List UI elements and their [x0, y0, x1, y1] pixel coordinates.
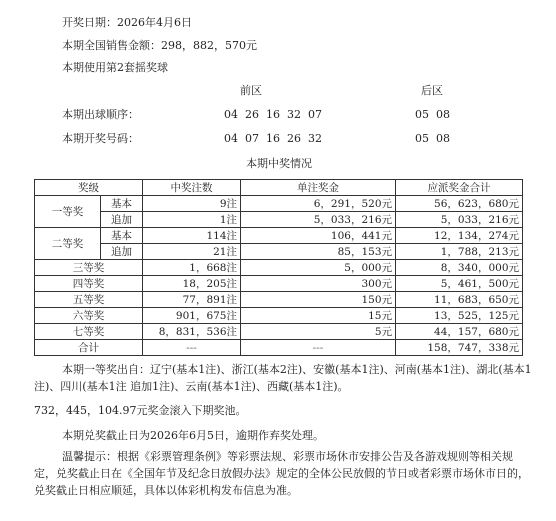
prize-cell: 85，153元 [241, 244, 396, 260]
prize-cell: 5，000元 [241, 260, 396, 276]
sub-level-cell: 追加 [101, 212, 143, 228]
table-row [35, 212, 523, 228]
level-cell: 六等奖 [35, 308, 143, 324]
count-cell: 9注 [143, 196, 241, 212]
table-row [35, 276, 523, 292]
count-cell: 1，668注 [143, 260, 241, 276]
table-row [35, 244, 523, 260]
claim-deadline: 本期兑奖截止日为2026年6月5日，逾期作弃奖处理。 [62, 429, 324, 442]
winning-number-back: 05 08 [415, 132, 450, 145]
ball-set: 本期使用第2套摇奖球 [62, 61, 168, 74]
table-row [35, 292, 523, 308]
total-cell: 56，623，680元 [396, 196, 523, 212]
header-count: 中奖注数 [143, 180, 241, 196]
front-zone-label: 前区 [240, 84, 262, 97]
first-prize-regions: 本期一等奖出自：辽宁(基本1注)、浙江(基本2注)、安徽(基本1注)、河南(基本1注)、湖北(基本1注)、四川(基本1注 追加1注)、云南(基本1注)、西藏(基本1注)。 [34, 363, 532, 393]
table-header-row [35, 180, 523, 196]
total-cell: 5，461，500元 [396, 276, 523, 292]
table-row [35, 228, 523, 244]
level-cell: 四等奖 [35, 276, 143, 292]
level-cell: 五等奖 [35, 292, 143, 308]
total-cell: 8，340，000元 [396, 260, 523, 276]
count-cell: 8，831，536注 [143, 324, 241, 340]
draw-order-back: 05 08 [415, 108, 450, 121]
section-title: 本期中奖情况 [246, 157, 312, 170]
total-cell: 11，683，650元 [396, 292, 523, 308]
count-cell: 114注 [143, 228, 241, 244]
draw-date: 开奖日期：2026年4月6日 [62, 16, 192, 29]
prize-cell: 6，291，520元 [241, 196, 396, 212]
total-cell: 5，033，216元 [396, 212, 523, 228]
jackpot-rollover: 732，445，104.97元奖金滚入下期奖池。 [34, 404, 247, 417]
total-cell: 44，157，680元 [396, 324, 523, 340]
total-label-cell: 合计 [35, 340, 143, 356]
reminder-note: 温馨提示：根据《彩票管理条例》等彩票法规、彩票市场休市安排公告及各游戏规则等相关规定，兑奖截止日在《全国年节及纪念日放假办法》规定的全体公民放假的节日或者彩票市场休市日的，兑奖截止日相应顺延，具体以体彩机构发布信息为准。 [34, 450, 529, 497]
total-count-cell: --- [143, 340, 241, 356]
grand-total-cell: 158，747，338元 [396, 340, 523, 356]
level-cell: 三等奖 [35, 260, 143, 276]
total-prize-cell: --- [241, 340, 396, 356]
level-cell: 二等奖 [35, 228, 101, 260]
winning-number-front: 04 07 16 26 32 [224, 132, 322, 145]
prize-cell: 300元 [241, 276, 396, 292]
table-row [35, 324, 523, 340]
count-cell: 1注 [143, 212, 241, 228]
total-cell: 12，134，274元 [396, 228, 523, 244]
count-cell: 901，675注 [143, 308, 241, 324]
count-cell: 18，205注 [143, 276, 241, 292]
prize-table [34, 179, 523, 356]
draw-order-label: 本期出球顺序： [62, 108, 139, 121]
table-row [35, 308, 523, 324]
total-cell: 13，525，125元 [396, 308, 523, 324]
total-cell: 1，788，213元 [396, 244, 523, 260]
total-row [35, 340, 523, 356]
sub-level-cell: 追加 [101, 244, 143, 260]
prize-cell: 150元 [241, 292, 396, 308]
winning-number-label: 本期开奖号码： [62, 132, 139, 145]
level-cell: 七等奖 [35, 324, 143, 340]
header-total: 应派奖金合计 [396, 180, 523, 196]
prize-cell: 15元 [241, 308, 396, 324]
prize-cell: 106，441元 [241, 228, 396, 244]
back-zone-label: 后区 [421, 84, 443, 97]
table-row [35, 196, 523, 212]
count-cell: 21注 [143, 244, 241, 260]
draw-order-front: 04 26 16 32 07 [224, 108, 322, 121]
national-sales: 本期全国销售金额：298，882，570元 [62, 39, 257, 52]
prize-cell: 5元 [241, 324, 396, 340]
header-level: 奖级 [35, 180, 143, 196]
count-cell: 77，891注 [143, 292, 241, 308]
level-cell: 一等奖 [35, 196, 101, 228]
table-row [35, 260, 523, 276]
sub-level-cell: 基本 [101, 196, 143, 212]
header-prize: 单注奖金 [241, 180, 396, 196]
sub-level-cell: 基本 [101, 228, 143, 244]
prize-cell: 5，033，216元 [241, 212, 396, 228]
